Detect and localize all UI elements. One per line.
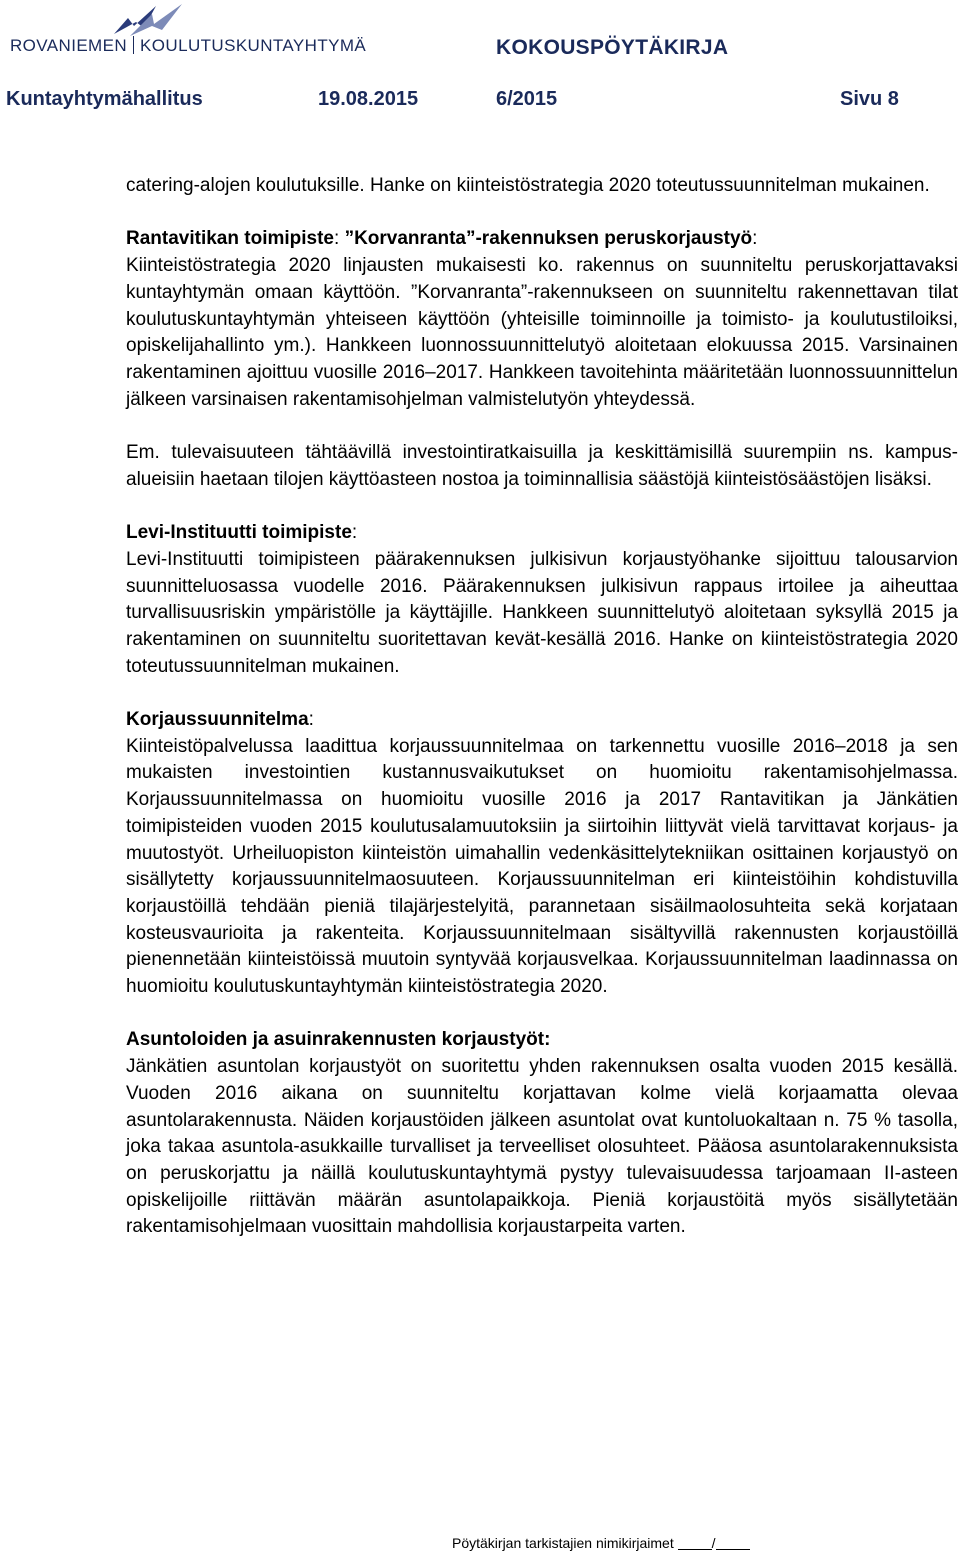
initials-blank-2 xyxy=(716,1537,750,1550)
section-text: Kiinteistöstrategia 2020 linjausten mukaisesti ko. rakennus on suunniteltu peruskorjattavaksi kuntayhtymän omaan käyttöön. ”Korvanranta”-rakennukseen on suunniteltu rakennettavan tilat koulutuskuntayhtymän yhteiseen käyttöön (yhteisille toiminnoille ja toimisto- ja koulutustiloiksi, opiskelijahallinto ym.). Hankkeen luonnossuunnittelutyö aloitetaan elokuussa 2015. Varsinainen rakentaminen ajoittuu vuosille 2016–2017. Hankkeen tavoitehinta määritetään luonnossuunnittelun jälkeen varsinaisen rakentamisohjelman valmistelutyön yhteydessä. xyxy=(126,255,958,410)
footer-label: Pöytäkirjan tarkistajien nimikirjaimet xyxy=(452,1535,674,1551)
heading-colon: : xyxy=(351,522,358,544)
heading-colon: : xyxy=(334,228,345,250)
heading-colon: : xyxy=(752,228,758,250)
section-heading: Korjaussuunnitelma xyxy=(126,709,309,730)
section-text: Jänkätien asuntolan korjaustyöt on suoritettu yhden rakennuksen osalta vuoden 2015 kesällä. Vuoden 2016 aikana on suunniteltu korjattavan kolme vielä korjaamatta olevaa asuntolarakennusta. Näiden korjaustöiden jälkeen asuntolat ovat kuntoluokaltaan n. 75 % tasolla, joka takaa asuntola-asukkaille turvalliset ja terveelliset olosuhteet. Pääosa asuntolarakennuksista on peruskorjattu ja näillä koulutuskuntayhtymä pystyy tulevaisuudessa tarjoamaan II-asteen opiskelijoille riittävän määrän asuntolapaikkoja. Pieniä korjaustöitä myös sisällytetään rakentamisohjelmaan vuosittain mahdollisia korjaustarpeita varten. xyxy=(126,1056,958,1238)
meeting-number: 6/2015 xyxy=(496,88,558,110)
section-heading: Levi-Instituutti toimipiste xyxy=(126,522,352,544)
section-heading: Asuntoloiden ja asuinrakennusten korjaustyöt: xyxy=(126,1029,551,1051)
paragraph-investment: Em. tulevaisuuteen tähtäävillä investointiratkaisuilla ja keskittämisillä suurempiin ns. kampus-alueisiin haetaan tilojen käyttöasteen nostoa ja toiminnallisia säästöjä kiinteistösäästöjen lisäksi. xyxy=(126,442,958,490)
section-heading: Rantavitikan toimipiste xyxy=(126,228,334,250)
document-body xyxy=(126,173,958,1268)
initials-slash: / xyxy=(711,1535,716,1551)
logo-divider xyxy=(133,36,134,54)
section-text: Levi-Instituutti toimipisteen päärakennuksen julkisivun korjaustyöhanke sijoittuu talousarvion suunnitteluosassa vuodelle 2016. Päärakennuksen julkisivun rappaus irtoilee ja aiheuttaa turvallisuusriskin ympäristölle ja käyttäjille. Hankkeen suunnittelutyö aloitetaan syksyllä 2015 ja rakentaminen on suunniteltu suoritettavan kevät-kesällä 2016. Hanke on kiinteistöstrategia 2020 toteutussuunnitelman mukainen. xyxy=(126,548,958,677)
section-dormitories xyxy=(126,1027,958,1241)
logo-text-right: KOULUTUSKUNTAYHTYMÄ xyxy=(140,36,367,55)
page-footer xyxy=(452,1535,750,1551)
paragraph-catering: catering-alojen koulutuksille. Hanke on kiinteistöstrategia 2020 toteutussuunnitelman mukainen. xyxy=(126,175,930,196)
section-levi xyxy=(126,520,958,680)
page-number: Sivu 8 xyxy=(840,88,899,110)
section-repair-plan xyxy=(126,707,958,1001)
meeting-date: 19.08.2015 xyxy=(318,88,419,110)
body-name: Kuntayhtymähallitus xyxy=(6,88,203,110)
page-header xyxy=(0,0,960,120)
initials-blank-1 xyxy=(678,1537,712,1550)
organization-logo xyxy=(6,4,366,60)
logo-text-left: ROVANIEMEN xyxy=(10,36,128,55)
section-subheading: ”Korvanranta”-rakennuksen peruskorjaustyö xyxy=(344,228,753,250)
document-type: KOKOUSPÖYTÄKIRJA xyxy=(496,36,729,59)
section-text: Kiinteistöpalvelussa laadittua korjaussuunnitelmaa on tarkennettu vuosille 2016–2018 ja sen mukaisten investointien kustannusvaikutukset on huomioitu rakentamisohjelmassa. Korjaussuunnitelmassa on huomioitu vuosille 2016 ja 2017 Rantavitikan ja Jänkätien toimipisteiden vuoden 2015 koulutusalamuutoksiin ja siirtoihin liittyvät vielä tarvittavat korjaus- ja muutostyöt. Urheiluopiston kiinteistön uimahallin vedenkäsittelytekniikan osittainen korjaustyö on sisällytetty korjaussuunnitelmaosuuteen. Korjaussuunnitelman eri kiinteistöihin kohdistuvilla korjaustöillä tehdään pieniä tilajärjestelyitä, parannetaan sisäilmaolosuhteita sekä korjataan kosteusvaurioita ja rakenteita. Korjaussuunnitelmaan sisältyvillä rakennusten korjaustöillä pienennetään kiinteistöissä muutoin syntyvää korjausvelkaa. Korjaussuunnitelman laadinnassa on huomioitu koulutuskuntayhtymän kiinteistöstrategia 2020. xyxy=(126,735,958,998)
heading-colon: : xyxy=(308,709,314,730)
logo-wordmark xyxy=(10,36,366,56)
section-rantavitikka xyxy=(126,226,958,413)
